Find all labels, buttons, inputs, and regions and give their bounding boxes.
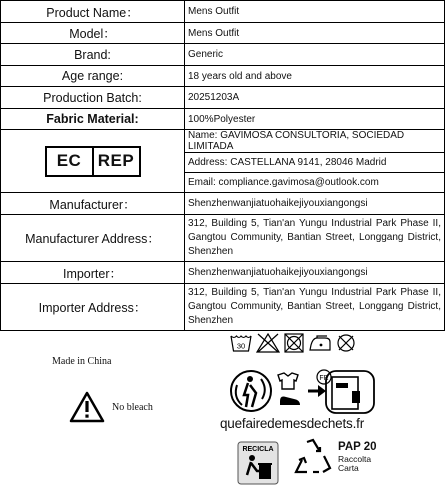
no-tumble-dry-icon [284, 333, 304, 353]
manufacturer-label: Manufacturer： [1, 193, 185, 215]
table-row [1, 1, 445, 23]
recicla-icon [237, 441, 279, 485]
recycle-triangle-icon [293, 438, 333, 476]
row-label: Model： [1, 23, 185, 44]
importer-value: Shenzhenwanjiatuohaikejiyouxiangongsi [185, 262, 445, 284]
table-row [1, 66, 445, 87]
row-value: 18 years old and above [185, 66, 445, 87]
iron-low-icon [308, 333, 332, 353]
ec-rep-row [1, 130, 445, 153]
fr-badge-text: FR [319, 375, 329, 382]
ec-text: EC [56, 151, 82, 170]
importer-label: Importer： [1, 262, 185, 284]
row-label: Product Name： [1, 1, 185, 23]
ec-rep-email: Email: compliance.gavimosa@outlook.com [185, 173, 445, 193]
row-value: 100%Polyester [185, 109, 445, 130]
table-row [1, 23, 445, 44]
no-dry-clean-icon [336, 333, 356, 353]
table-row [1, 215, 445, 262]
table-row [1, 262, 445, 284]
table-row [1, 44, 445, 66]
table-row [1, 87, 445, 109]
importer-address-label: Importer Address： [1, 284, 185, 331]
row-label: Production Batch: [1, 87, 185, 109]
rep-text: REP [92, 148, 139, 175]
row-label: Age range: [1, 66, 185, 87]
care-symbols [230, 333, 356, 353]
manufacturer-address-value: 312, Building 5, Tian'an Yungu Industrial Park Phase II, Gangtou Community, Bantian Street, Longgang District, Shenzhen [185, 215, 445, 262]
no-bleach-text: No bleach [112, 402, 153, 413]
importer-address-value: 312, Building 5, Tian'an Yungu Industrial Park Phase II, Gangtou Community, Bantian Street, Longgang District, Shenzhen [185, 284, 445, 331]
table-row [1, 284, 445, 331]
row-label: Fabric Material: [1, 109, 185, 130]
row-value: 20251203A [185, 87, 445, 109]
table-row [1, 109, 445, 130]
pap-sub-text [338, 455, 378, 473]
recicla-text: RECICLA [242, 446, 274, 453]
table-row [1, 193, 445, 215]
made-in-text: Made in China [52, 356, 112, 367]
manufacturer-value: Shenzhenwanjiatuohaikejiyouxiangongsi [185, 193, 445, 215]
warning-icon [69, 391, 105, 423]
row-value: Mens Outfit [185, 1, 445, 23]
ec-rep-name: Name: GAVIMOSA CONSULTORIA, SOCIEDAD LIMITADA [185, 130, 445, 153]
ec-rep-address: Address: CASTELLANA 9141, 28046 Madrid [185, 153, 445, 173]
website-text: quefairedemesdechets.fr [220, 416, 364, 431]
ec-rep-logo [1, 130, 185, 193]
pap-line1: Raccolta [338, 454, 372, 464]
triman-icon [228, 367, 376, 415]
no-bleach-icon [256, 333, 280, 353]
row-value: Mens Outfit [185, 23, 445, 44]
wash-temp-text: 30 [236, 341, 246, 351]
pap-code-text: PAP 20 [338, 441, 377, 453]
manufacturer-address-label: Manufacturer Address： [1, 215, 185, 262]
row-value: Generic [185, 44, 445, 66]
row-label: Brand: [1, 44, 185, 66]
wash-30-icon [230, 333, 252, 353]
pap-line2: Carta [338, 463, 359, 473]
